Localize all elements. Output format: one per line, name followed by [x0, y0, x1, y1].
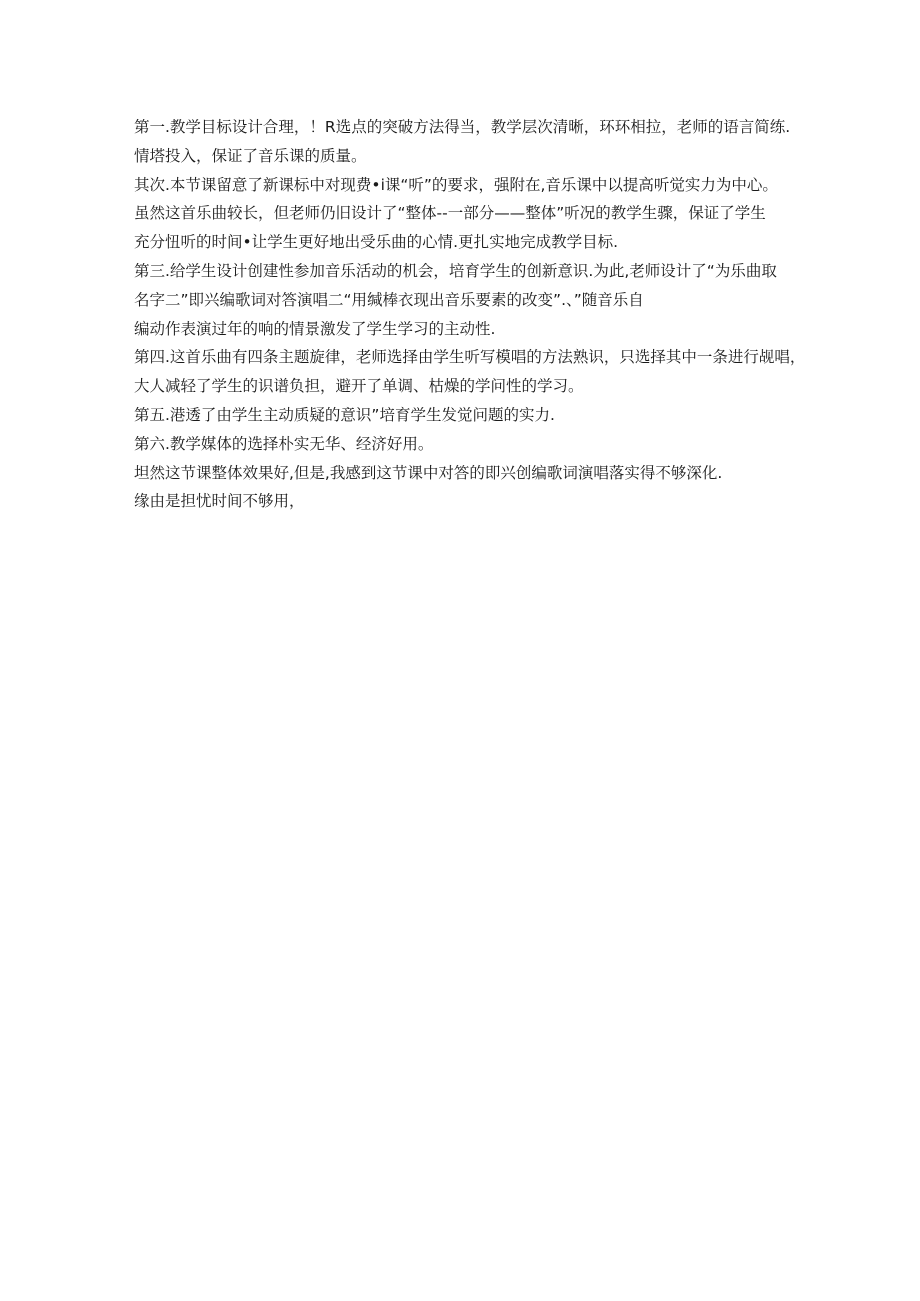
text-line-7: 名字二”即兴编歌词对答演唱二“用缄棒衣现出音乐要素的改变”.、”随音乐自	[134, 290, 644, 309]
text-line-13: 坦然这节课整体效果好,但是,我感到这节课中对答的即兴创编歌词演唱落实得不够深化.	[134, 463, 723, 482]
text-line-12: 第六.教学媒体的选择朴实无华、经济好用。	[134, 434, 434, 453]
body-text	[134, 113, 806, 516]
text-line-11: 第五.港透了由学生主动质疑的意识”培育学生发觉问题的实力.	[134, 405, 555, 424]
text-line-6: 第三.给学生设计创建性参加音乐活动的机会，培育学生的创新意识.为此,老师设计了“为乐曲取	[134, 261, 777, 280]
text-line-5: 充分忸听的时间•让学生更好地出受乐曲的心情.更扎实地完成教学目标.	[134, 233, 618, 252]
text-line-1: 第一.教学目标设计合理，！R选点的突破方法得当，教学层次清晰，环环相拉，老师的语言简练.	[134, 118, 791, 136]
text-line-8: 编动作表演过年的响的情景激发了学生学习的主动性.	[134, 319, 496, 338]
text-line-3: 其次.本节课留意了新课标中对现费•i课“听”的要求，强附在,音乐课中以提高听觉实力为中心。	[134, 175, 778, 194]
text-line-10: 大人减轻了学生的识谱负担，避开了单调、枯燥的学问性的学习。	[134, 377, 584, 396]
text-line-2: 情塔投入，保证了音乐课的质量。	[134, 146, 367, 165]
text-line-9: 第四.这首乐曲有四条主题旋律，老师选择由学生听写模唱的方法熟识，只选择其中一条进行觇唱，	[134, 348, 806, 367]
text-line-4: 虽然这首乐曲较长，但老师仍旧设计了“整体--一部分——整体”听况的教学生骤，保证了学生	[134, 204, 766, 223]
text-line-14: 缘由是担忧时间不够用，	[134, 492, 305, 511]
